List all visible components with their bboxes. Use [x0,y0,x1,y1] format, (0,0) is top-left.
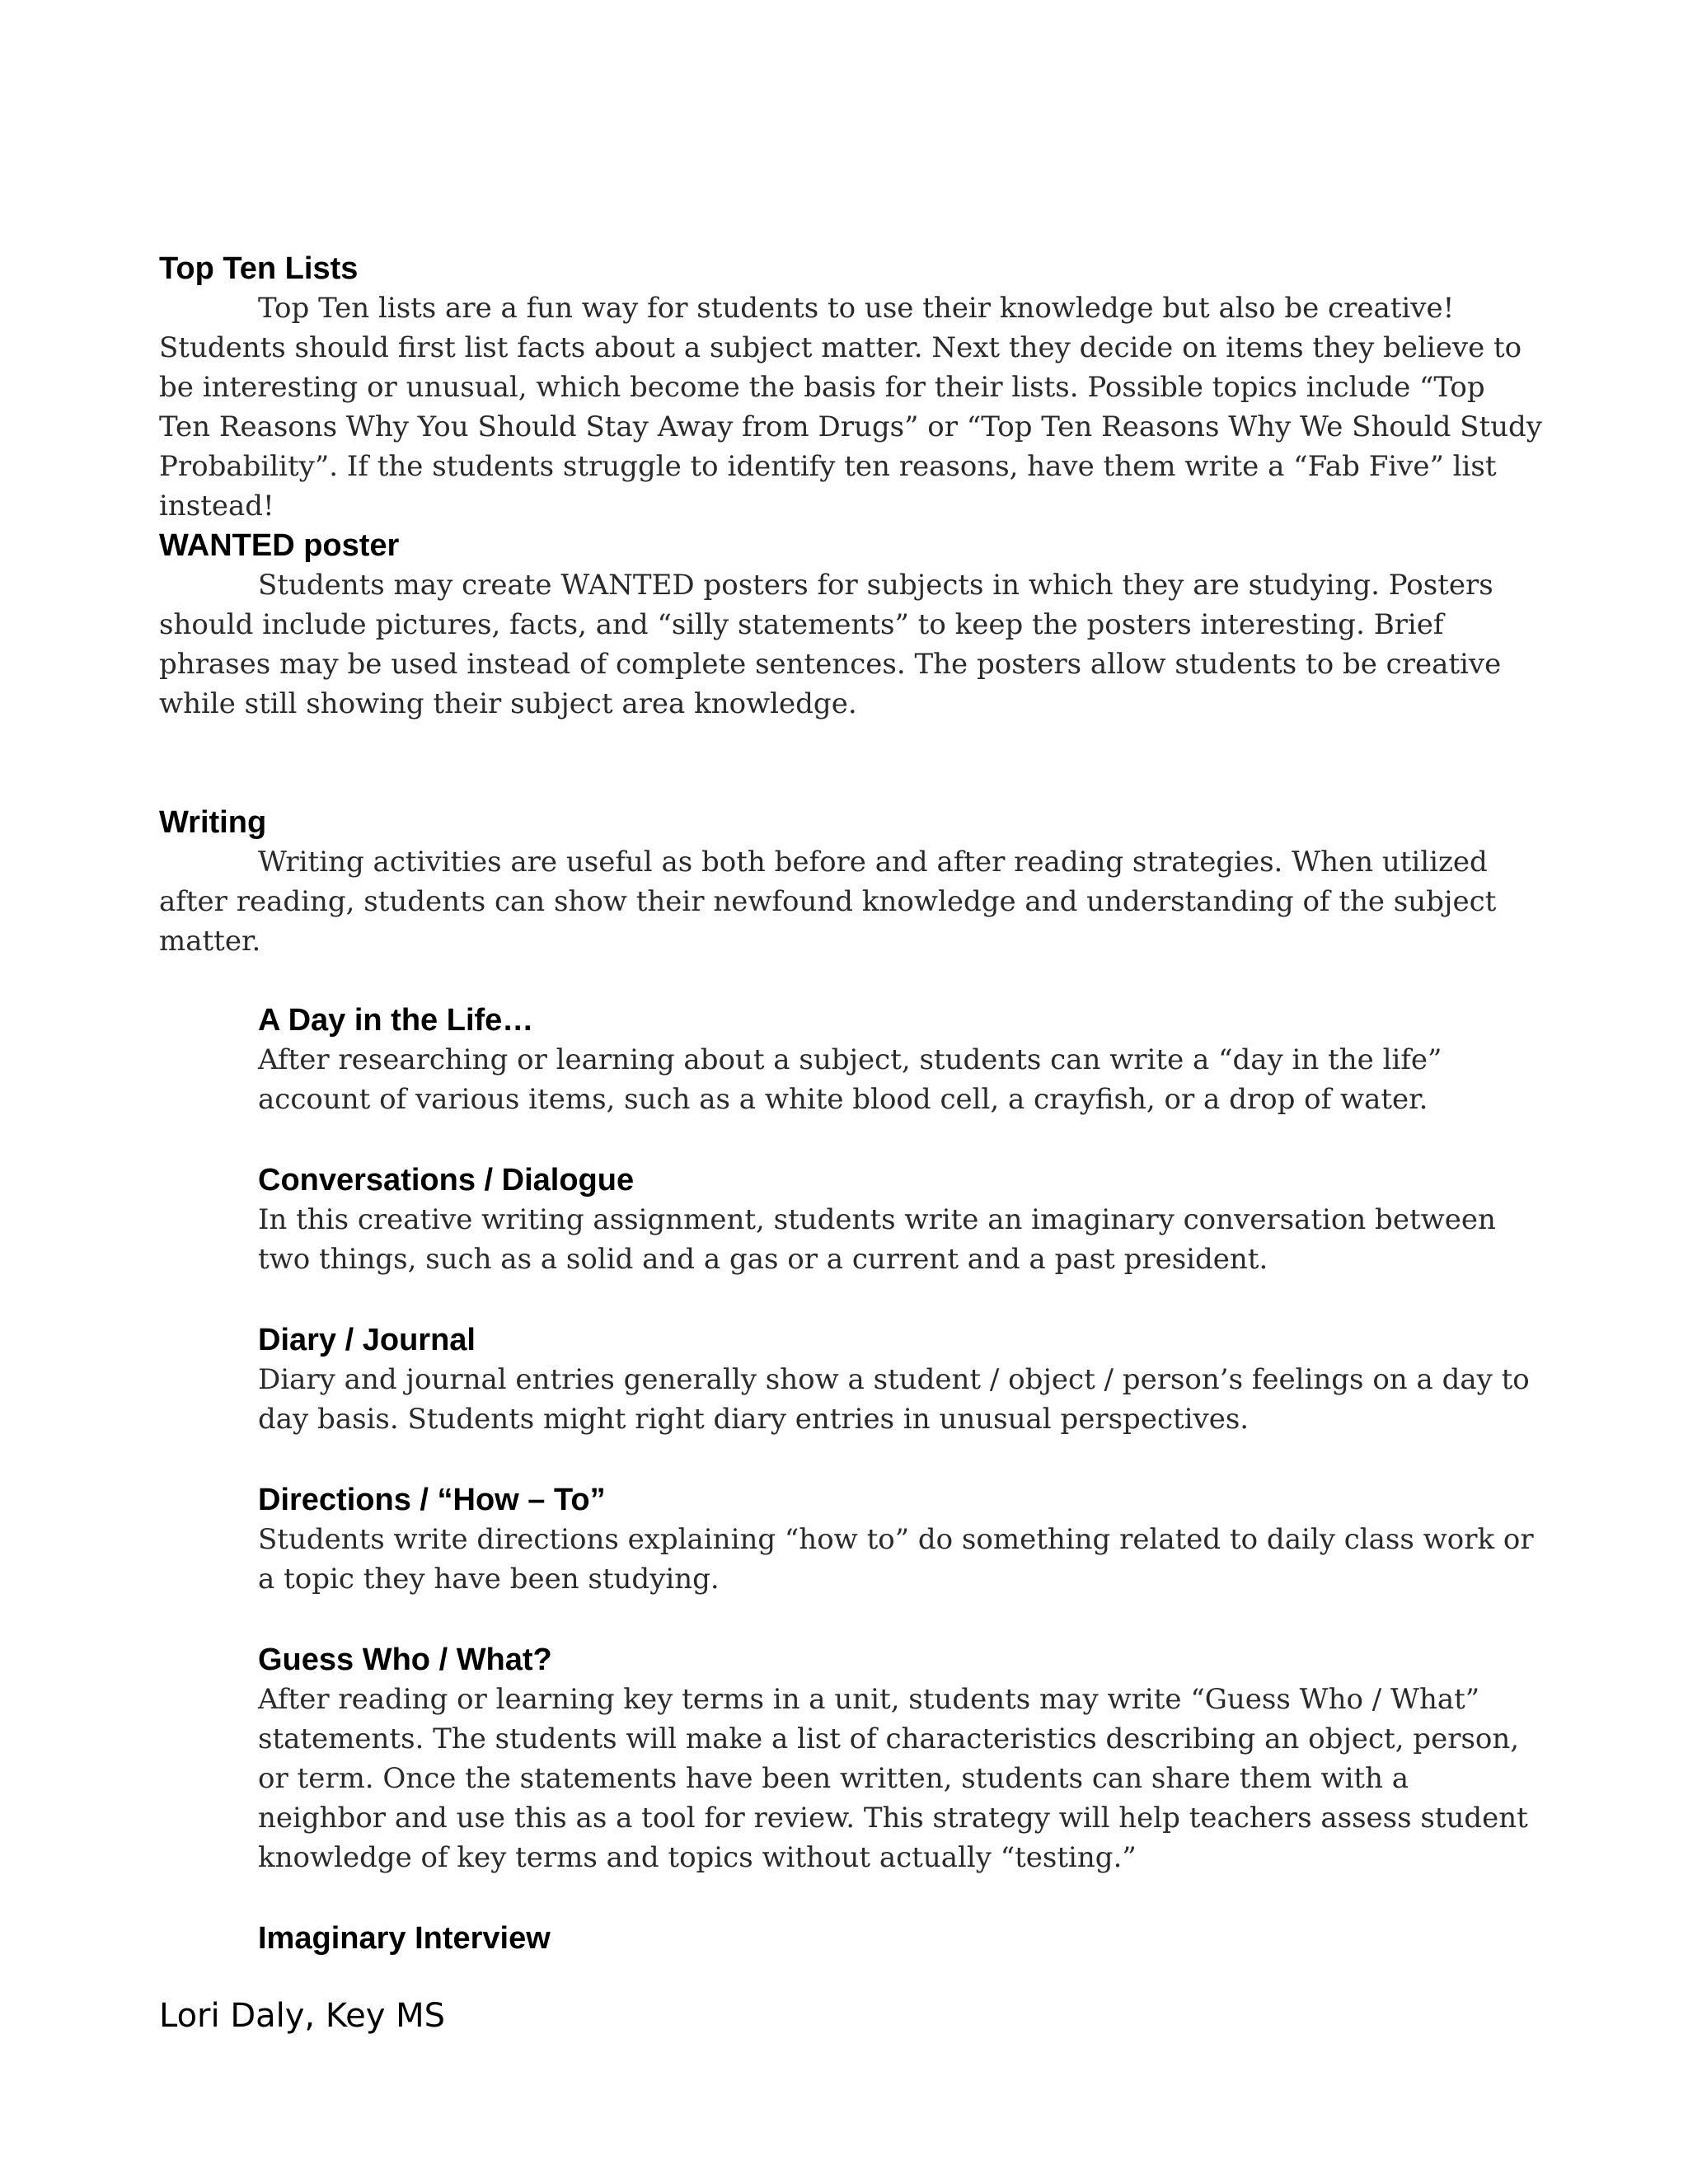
subparagraph-diary-journal: Diary and journal entries generally show a student / object / person’s feelings on a day to day basis. Students might right diary entries in unusual perspectives. [258,1363,1530,1436]
heading-writing: Writing [159,805,267,840]
heading-wanted-poster: WANTED poster [159,528,400,563]
spacer [159,1119,1544,1160]
spacer [159,724,1544,803]
subparagraph-conversations: In this creative writing assignment, students write an imaginary conversation between two things, such as a solid and a gas or a current and a past president. [258,1203,1496,1276]
subheading-diary-journal: Diary / Journal [258,1323,476,1357]
spacer [159,961,1544,1001]
subheading-day-in-the-life: A Day in the Life… [258,1003,534,1038]
spacer [159,1279,1544,1320]
subheading-conversations: Conversations / Dialogue [258,1163,635,1197]
document-content [159,249,1544,1958]
spacer [159,1599,1544,1640]
subparagraph-directions: Students write directions explaining “how to” do something related to daily class work or a topic they have been studying. [258,1523,1534,1596]
subsection-diary-journal [258,1320,1544,1439]
spacer [159,1877,1544,1919]
spacer [159,1439,1544,1480]
subsection-day-in-the-life [258,1001,1544,1119]
subparagraph-day-in-the-life: After researching or learning about a subject, students can write a “day in the life” account of various items, such as a white blood cell, a crayfish, or a drop of water. [258,1043,1442,1116]
subsection-guess-who [258,1640,1544,1877]
subsection-imaginary-interview [258,1919,1544,1958]
paragraph-writing: Writing activities are useful as both before and after reading strategies. When utilized after reading, students can show their newfound knowledge and understanding of the subject matter. [159,846,1497,958]
subsection-directions [258,1480,1544,1599]
subheading-guess-who: Guess Who / What? [258,1643,552,1677]
subsection-conversations [258,1160,1544,1279]
subparagraph-guess-who: After reading or learning key terms in a unit, students may write “Guess Who / What” statements. The students will make a list of characteristics describing an object, person, or term. Once the statements have been written, students can share them with a neighbor and use this as a tool for review. This strategy will help teachers assess student knowledge of key terms and topics without actually “testing.” [258,1683,1528,1874]
footer-author: Lori Daly, Key MS [159,1997,445,2035]
heading-top-ten-lists: Top Ten Lists [159,251,359,286]
paragraph-wanted-poster: Students may create WANTED posters for subjects in which they are studying. Posters should include pictures, facts, and “silly statements” to keep the posters interesting. Brief phrases may be used instead of complete sentences. The posters allow students to be creative while still showing their subject area knowledge. [159,569,1502,720]
subheading-directions: Directions / “How – To” [258,1483,606,1517]
subheading-imaginary-interview: Imaginary Interview [258,1921,551,1956]
paragraph-top-ten-lists: Top Ten lists are a fun way for students to use their knowledge but also be creative! Students should first list facts about a subject matter. Next they decide on items they believe to be interesting or unusual, which become the basis for their lists. Possible topics include “Top Ten Reasons Why You Should Stay Away from Drugs” or “Top Ten Reasons Why We Should Study Probability”. If the students struggle to identify ten reasons, have them write a “Fab Five” list instead! [159,292,1542,523]
